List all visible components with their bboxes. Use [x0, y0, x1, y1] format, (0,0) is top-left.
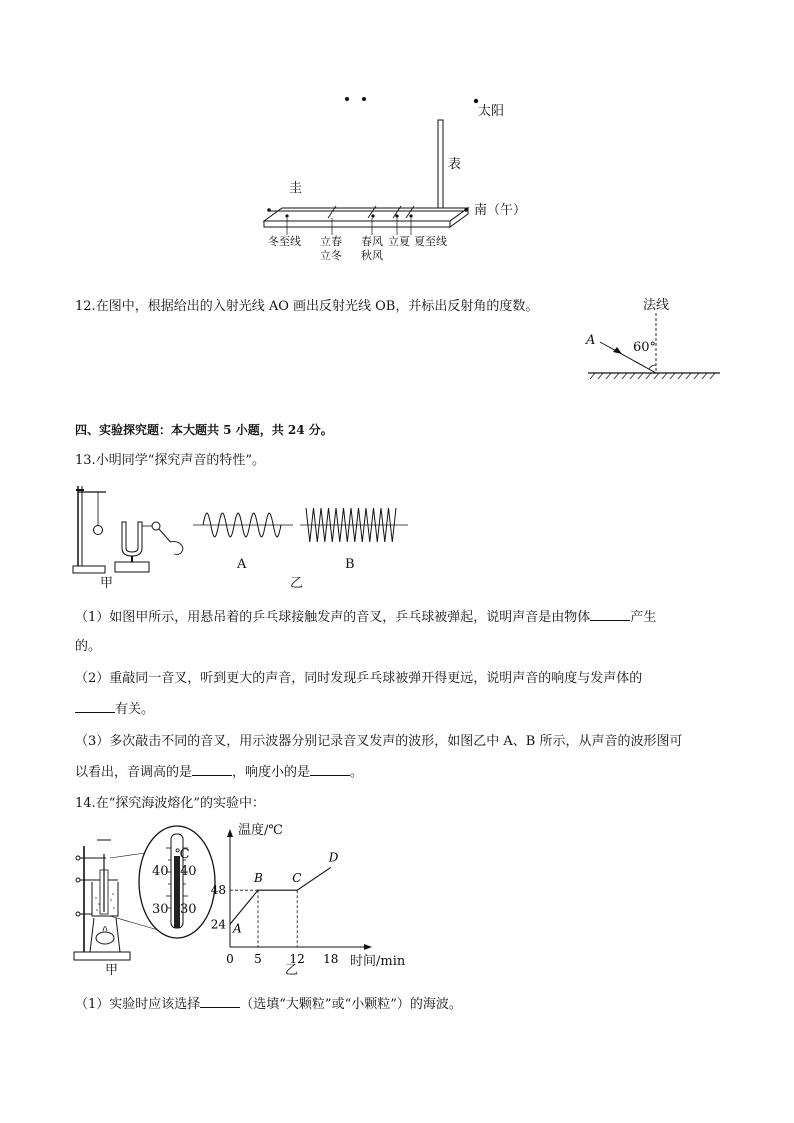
mark-label-winter: 冬至线: [268, 235, 301, 248]
gnomon-base-top: [264, 208, 468, 221]
q13-p1: （1）如图甲所示，用悬吊着的乒乓球接触发声的音叉，乒乓球被弹起，说明声音是由物体 产生: [75, 610, 657, 625]
q14-number: 14.: [75, 796, 96, 811]
mark-label-winter-start: 立冬: [320, 249, 342, 262]
melt-curve-line: [230, 867, 331, 924]
normal-label: 法线: [643, 298, 670, 313]
thermo-tick-40-right: 40: [180, 864, 197, 879]
gnomon-pole: [438, 120, 443, 216]
tuning-fork-figure: [70, 478, 190, 578]
melting-apparatus: [70, 820, 220, 965]
chart-xlabel: 时间/min: [350, 954, 406, 969]
sun-label: 太阳: [478, 104, 505, 119]
ray-arrowhead: [613, 347, 622, 354]
q13-number: 13.: [75, 453, 96, 468]
angle-label: 60°: [633, 340, 657, 355]
q12-number: 12.: [75, 299, 96, 314]
point-a-label: A: [586, 333, 596, 348]
mark-dot: [285, 214, 288, 217]
fig-yi-label-13: 乙: [290, 576, 304, 591]
x-tick-label: 18: [323, 952, 339, 966]
waveform-b: [300, 500, 408, 550]
chart-ylabel: 温度/℃: [238, 823, 283, 838]
mark-label-autumn-wind: 秋风: [361, 249, 383, 262]
mark-dot: [371, 214, 374, 217]
q14-p1: （1）实验时应该选择 （选填“大颗粒”或“小颗粒”）的海波。: [75, 997, 462, 1012]
q13-p2: （2）重敲同一音叉，听到更大的声音，同时发现乒乓球被弹开得更远，说明声音的响度与发声体的: [75, 671, 643, 686]
q13-p3-cont: 以看出，音调高的是 ，响度小的是 。: [75, 765, 364, 780]
point-label-d: D: [328, 850, 339, 865]
answer-blank[interactable]: [590, 608, 630, 621]
waveform-a: [193, 500, 293, 550]
fig-jia-label-13: 甲: [100, 576, 114, 591]
point-label-b: B: [254, 871, 263, 886]
wave-a-label: A: [237, 557, 247, 572]
point-label-c: C: [292, 871, 302, 886]
section-title: 四、实验探究题：本大题共 5 小题，共 24 分。: [75, 423, 333, 437]
q13-body: 小明同学“探究声音的特性”。: [95, 453, 265, 468]
q13-p3: （3）多次敲击不同的音叉，用示波器分别记录音叉发声的波形，如图乙中 A、B 所示，从声音的波形图可: [75, 734, 683, 749]
mark-label-summer: 夏至线: [414, 235, 447, 248]
wave-b-label: B: [345, 557, 355, 572]
melting-curve-chart: [200, 815, 415, 975]
q12-body: 在图中，根据给出的入射光线 AO 画出反射光线 OB，并标出反射角的度数。: [95, 299, 539, 314]
point-label-a: A: [233, 921, 242, 936]
scale-label: 圭: [289, 181, 303, 196]
answer-blank[interactable]: [192, 763, 232, 776]
mark-label-summer-start: 立夏: [388, 235, 410, 248]
mark-dot: [395, 214, 398, 217]
q13-p2-cont: 有关。: [75, 700, 154, 719]
q14-body: 在“探究海波熔化”的实验中：: [95, 796, 265, 811]
pole-label: 表: [448, 157, 462, 172]
x-tick-label: 12: [289, 952, 305, 966]
answer-blank[interactable]: [310, 763, 350, 776]
q13-text: [75, 452, 265, 470]
mark-label-spring-wind: 春风: [361, 235, 383, 248]
thermo-tick-40-left: 40: [152, 864, 169, 879]
fig-yi-label-14: 乙: [285, 963, 299, 978]
y-tick-label: 48: [210, 883, 226, 898]
mark-label-spring-start: 立春: [320, 235, 342, 248]
thermo-tick-30-left: 30: [152, 902, 169, 917]
thermo-unit: ℃: [175, 847, 190, 862]
answer-blank[interactable]: [75, 700, 115, 713]
ping-pong-ball: [94, 526, 103, 535]
q13-p1-cont: 的。: [75, 639, 102, 654]
decorative-dot: [345, 97, 349, 101]
q12-text: [75, 298, 538, 316]
south-label: 南（午）: [474, 203, 527, 218]
x-tick-label: 5: [254, 952, 262, 966]
answer-blank[interactable]: [200, 995, 240, 1008]
x-tick-label: 0: [226, 952, 234, 966]
q14-text: [75, 795, 265, 813]
thermo-tick-30-right: 30: [180, 902, 197, 917]
gnomon-base-front: [264, 221, 450, 227]
mark-dot: [409, 214, 412, 217]
fig-jia-label-14: 甲: [105, 963, 119, 978]
decorative-dot: [362, 97, 366, 101]
y-tick-label: 24: [210, 917, 226, 932]
